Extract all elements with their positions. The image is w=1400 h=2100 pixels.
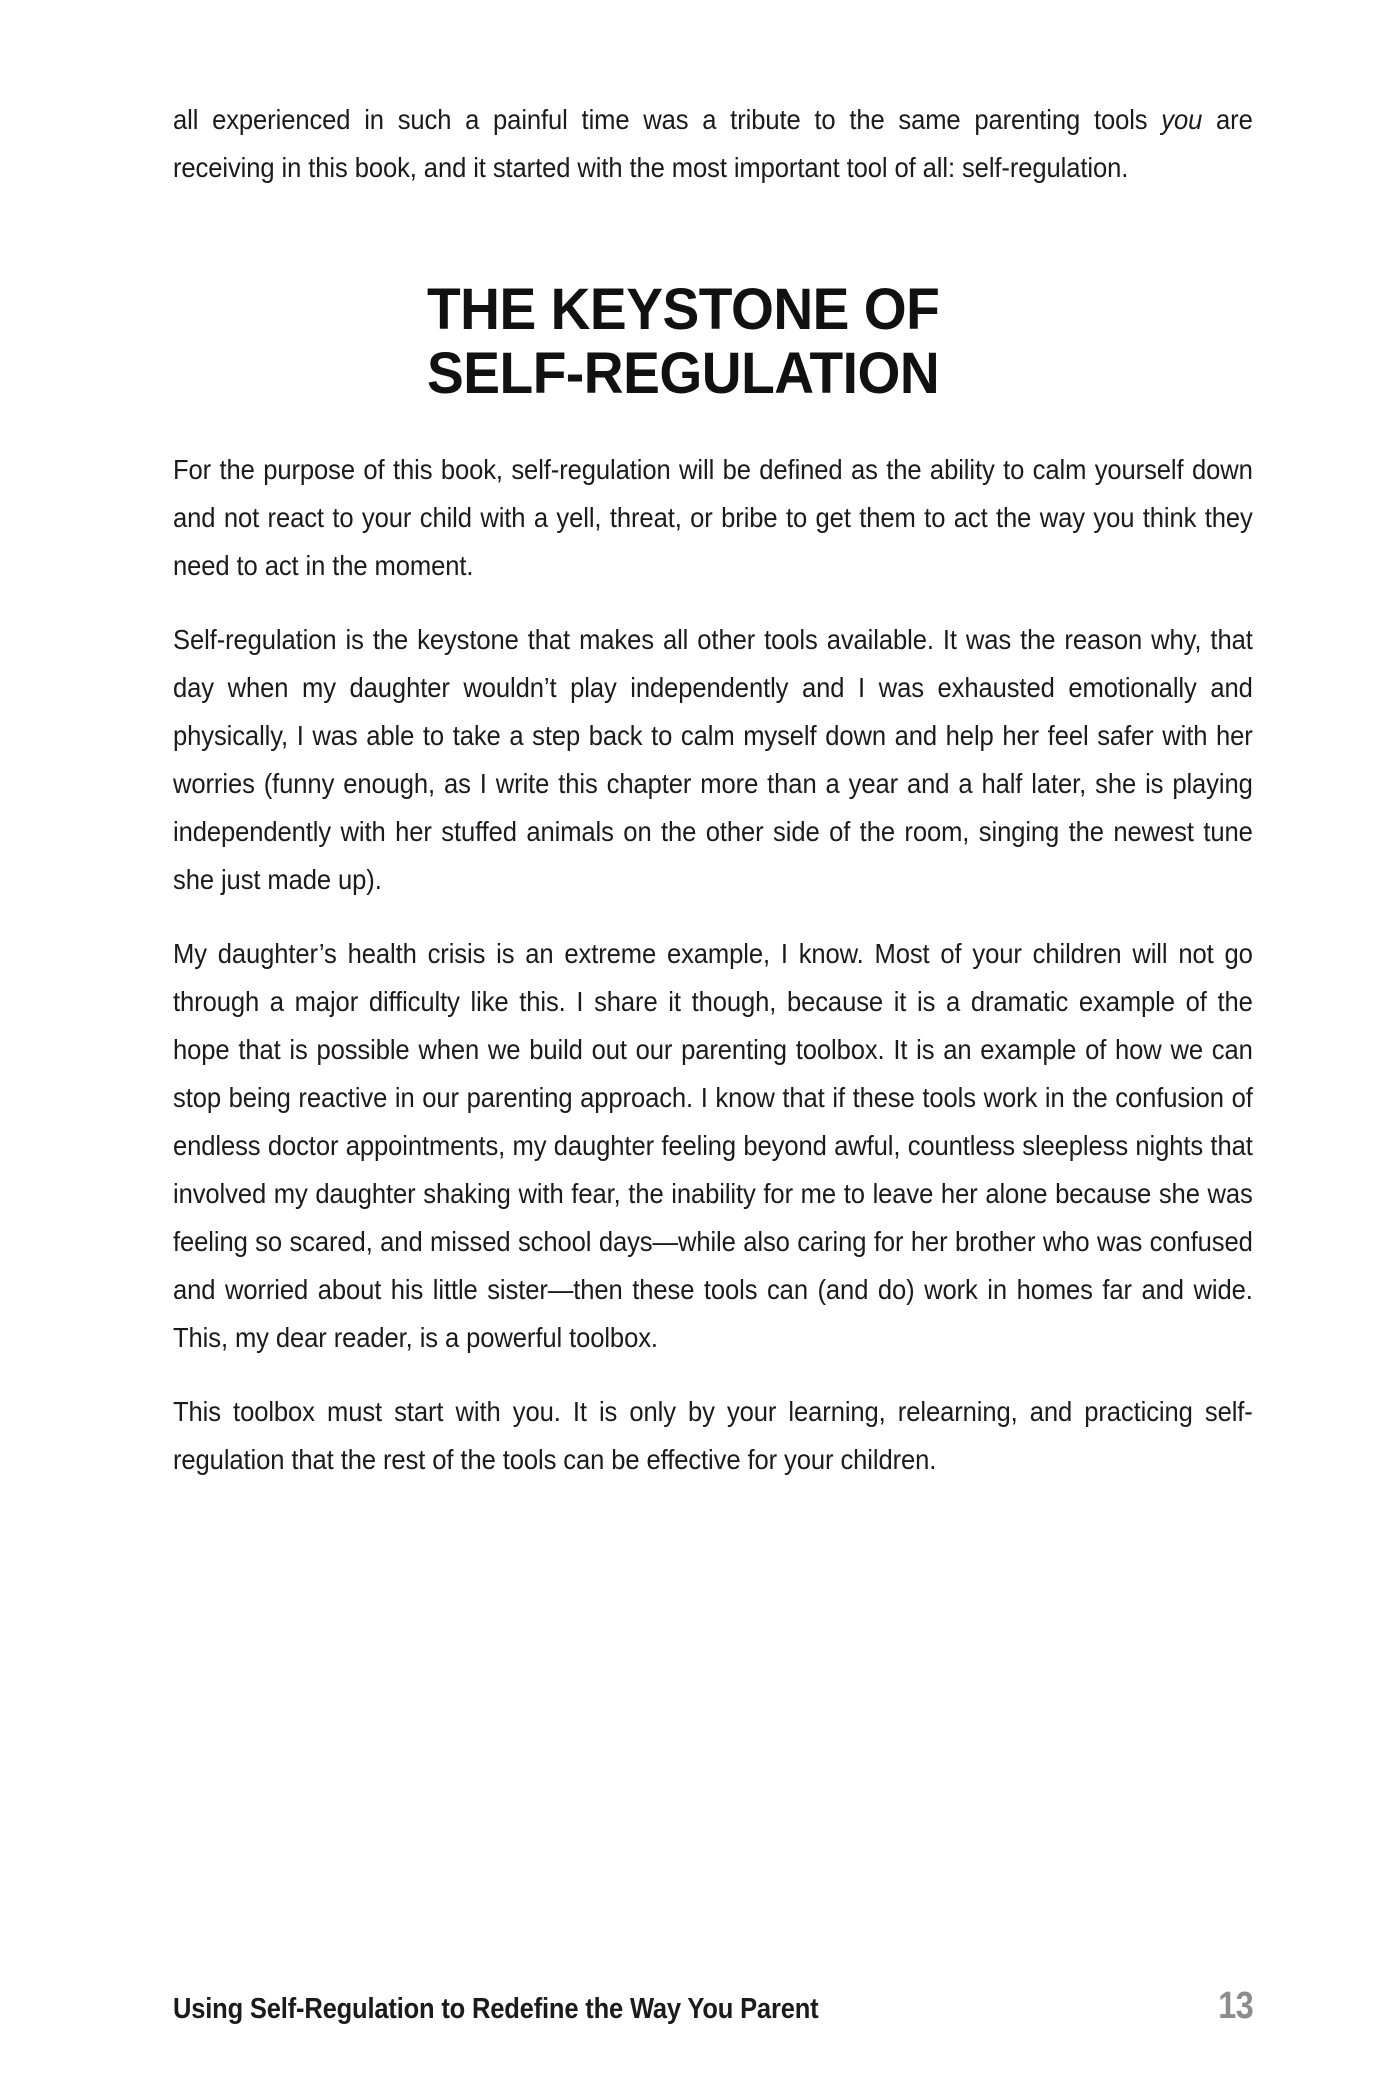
page-footer bbox=[173, 1987, 1253, 2026]
intro-text-after-italic: are receiving in this book, and it started with the most important tool of all: self-regulation. bbox=[173, 104, 1253, 183]
section-heading-line-2: SELF-REGULATION bbox=[427, 341, 940, 406]
body-paragraph: This toolbox must start with you. It is only by your learning, relearning, and practicing self-regulation that the rest of the tools can be effective for your children. bbox=[173, 1396, 1253, 1475]
intro-italic-word: you bbox=[1161, 104, 1203, 135]
section-heading-line-1: THE KEYSTONE OF bbox=[427, 277, 940, 342]
body-paragraph: For the purpose of this book, self-regulation will be defined as the ability to calm yourself down and not react to your child with a yell, threat, or bribe to get them to act the way you think they need to act in the moment. bbox=[173, 454, 1253, 581]
body-paragraph: My daughter’s health crisis is an extreme example, I know. Most of your children will not go through a major difficulty like this. I share it though, because it is a dramatic example of the hope that is possible when we build out our parenting toolbox. It is an example of how we can stop being reactive in our parenting approach. I know that if these tools work in the confusion of endless doctor appointments, my daughter feeling beyond awful, countless sleepless nights that involved my daughter shaking with fear, the inability for me to leave her alone because she was feeling so scared, and missed school days—while also caring for her brother who was confused and worried about his little sister—then these tools can (and do) work in homes far and wide. This, my dear reader, is a powerful toolbox. bbox=[173, 938, 1253, 1353]
section-heading bbox=[173, 278, 1253, 406]
body-paragraph: Self-regulation is the keystone that makes all other tools available. It was the reason why, that day when my daughter wouldn’t play independently and I was exhausted emotionally and physically, I was able to take a step back to calm myself down and help her feel safer with her worries (funny enough, as I write this chapter more than a year and a half later, she is playing independently with her stuffed animals on the other side of the room, singing the newest tune she just made up). bbox=[173, 624, 1253, 895]
intro-paragraph bbox=[173, 96, 1253, 192]
page-content bbox=[173, 96, 1253, 1484]
running-title: Using Self-Regulation to Redefine the Way You Parent bbox=[173, 1993, 819, 2025]
intro-text-before-italic: all experienced in such a painful time was a tribute to the same parenting tools bbox=[173, 104, 1162, 135]
page-number: 13 bbox=[1217, 1985, 1253, 2027]
